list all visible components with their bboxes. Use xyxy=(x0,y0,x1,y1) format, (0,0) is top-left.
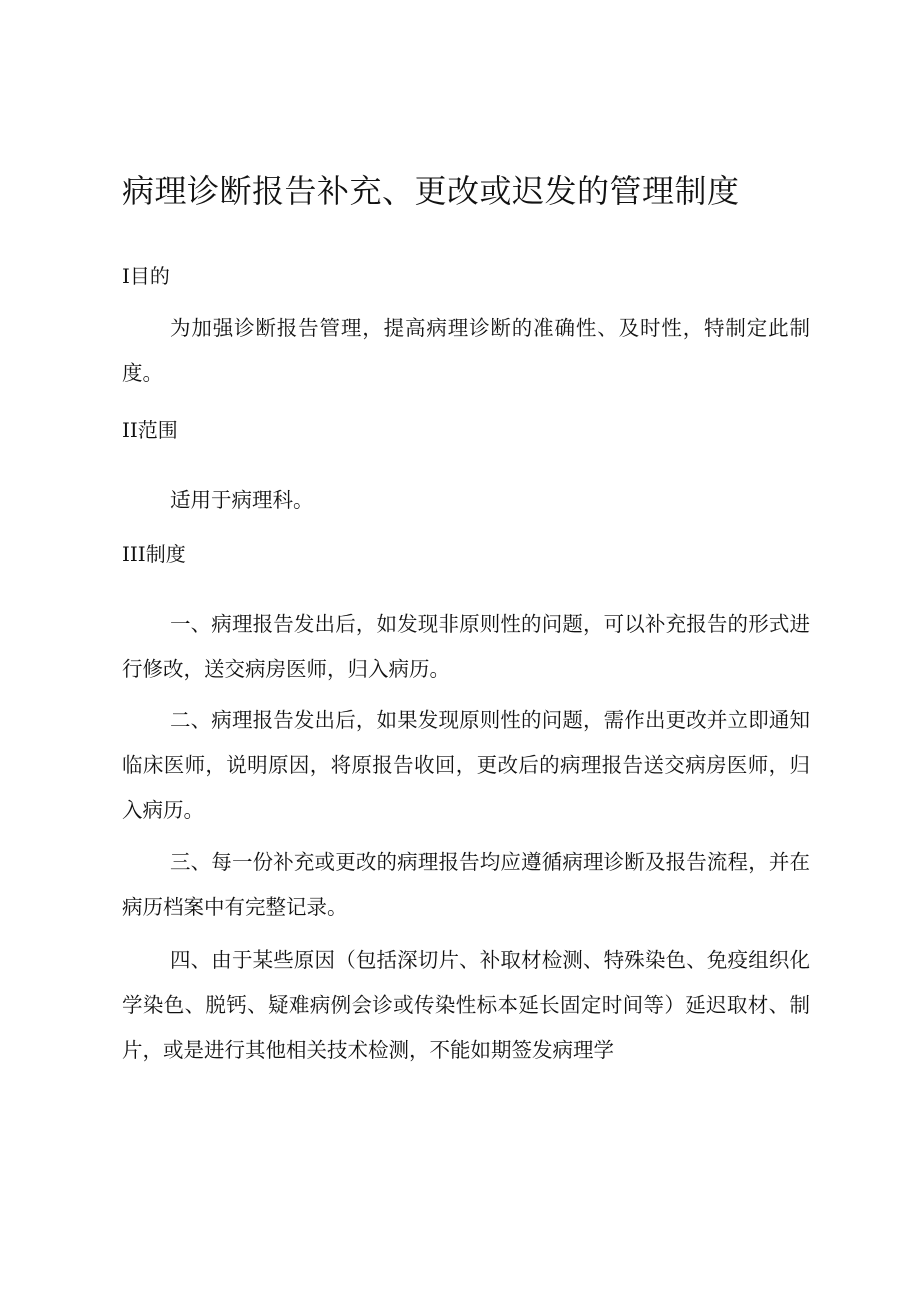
section-heading-policy: III制度 xyxy=(122,542,186,566)
purpose-paragraph: 为加强诊断报告管理，提高病理诊断的准确性、及时性，特制定此制度。 xyxy=(122,316,810,385)
scope-paragraph: 适用于病理科。 xyxy=(170,488,314,512)
policy-item-3: 三、每一份补充或更改的病理报告均应遵循病理诊断及报告流程，并在病历档案中有完整记录。 xyxy=(122,850,810,919)
section-heading-scope: II范围 xyxy=(122,418,178,442)
policy-item-1: 一、病理报告发出后，如发现非原则性的问题，可以补充报告的形式进行修改，送交病房医师，归入病历。 xyxy=(122,612,810,681)
policy-item-2: 二、病理报告发出后，如果发现原则性的问题，需作出更改并立即通知临床医师，说明原因，将原报告收回，更改后的病理报告送交病房医师，归入病历。 xyxy=(122,708,810,822)
section-heading-purpose: I目的 xyxy=(122,264,170,288)
policy-item-4: 四、由于某些原因（包括深切片、补取材检测、特殊染色、免疫组织化学染色、脱钙、疑难病例会诊或传染性标本延长固定时间等）延迟取材、制片，或是进行其他相关技术检测，不能如期签发病理学 xyxy=(122,948,810,1062)
document-title: 病理诊断报告补充、更改或迟发的管理制度 xyxy=(122,172,740,210)
